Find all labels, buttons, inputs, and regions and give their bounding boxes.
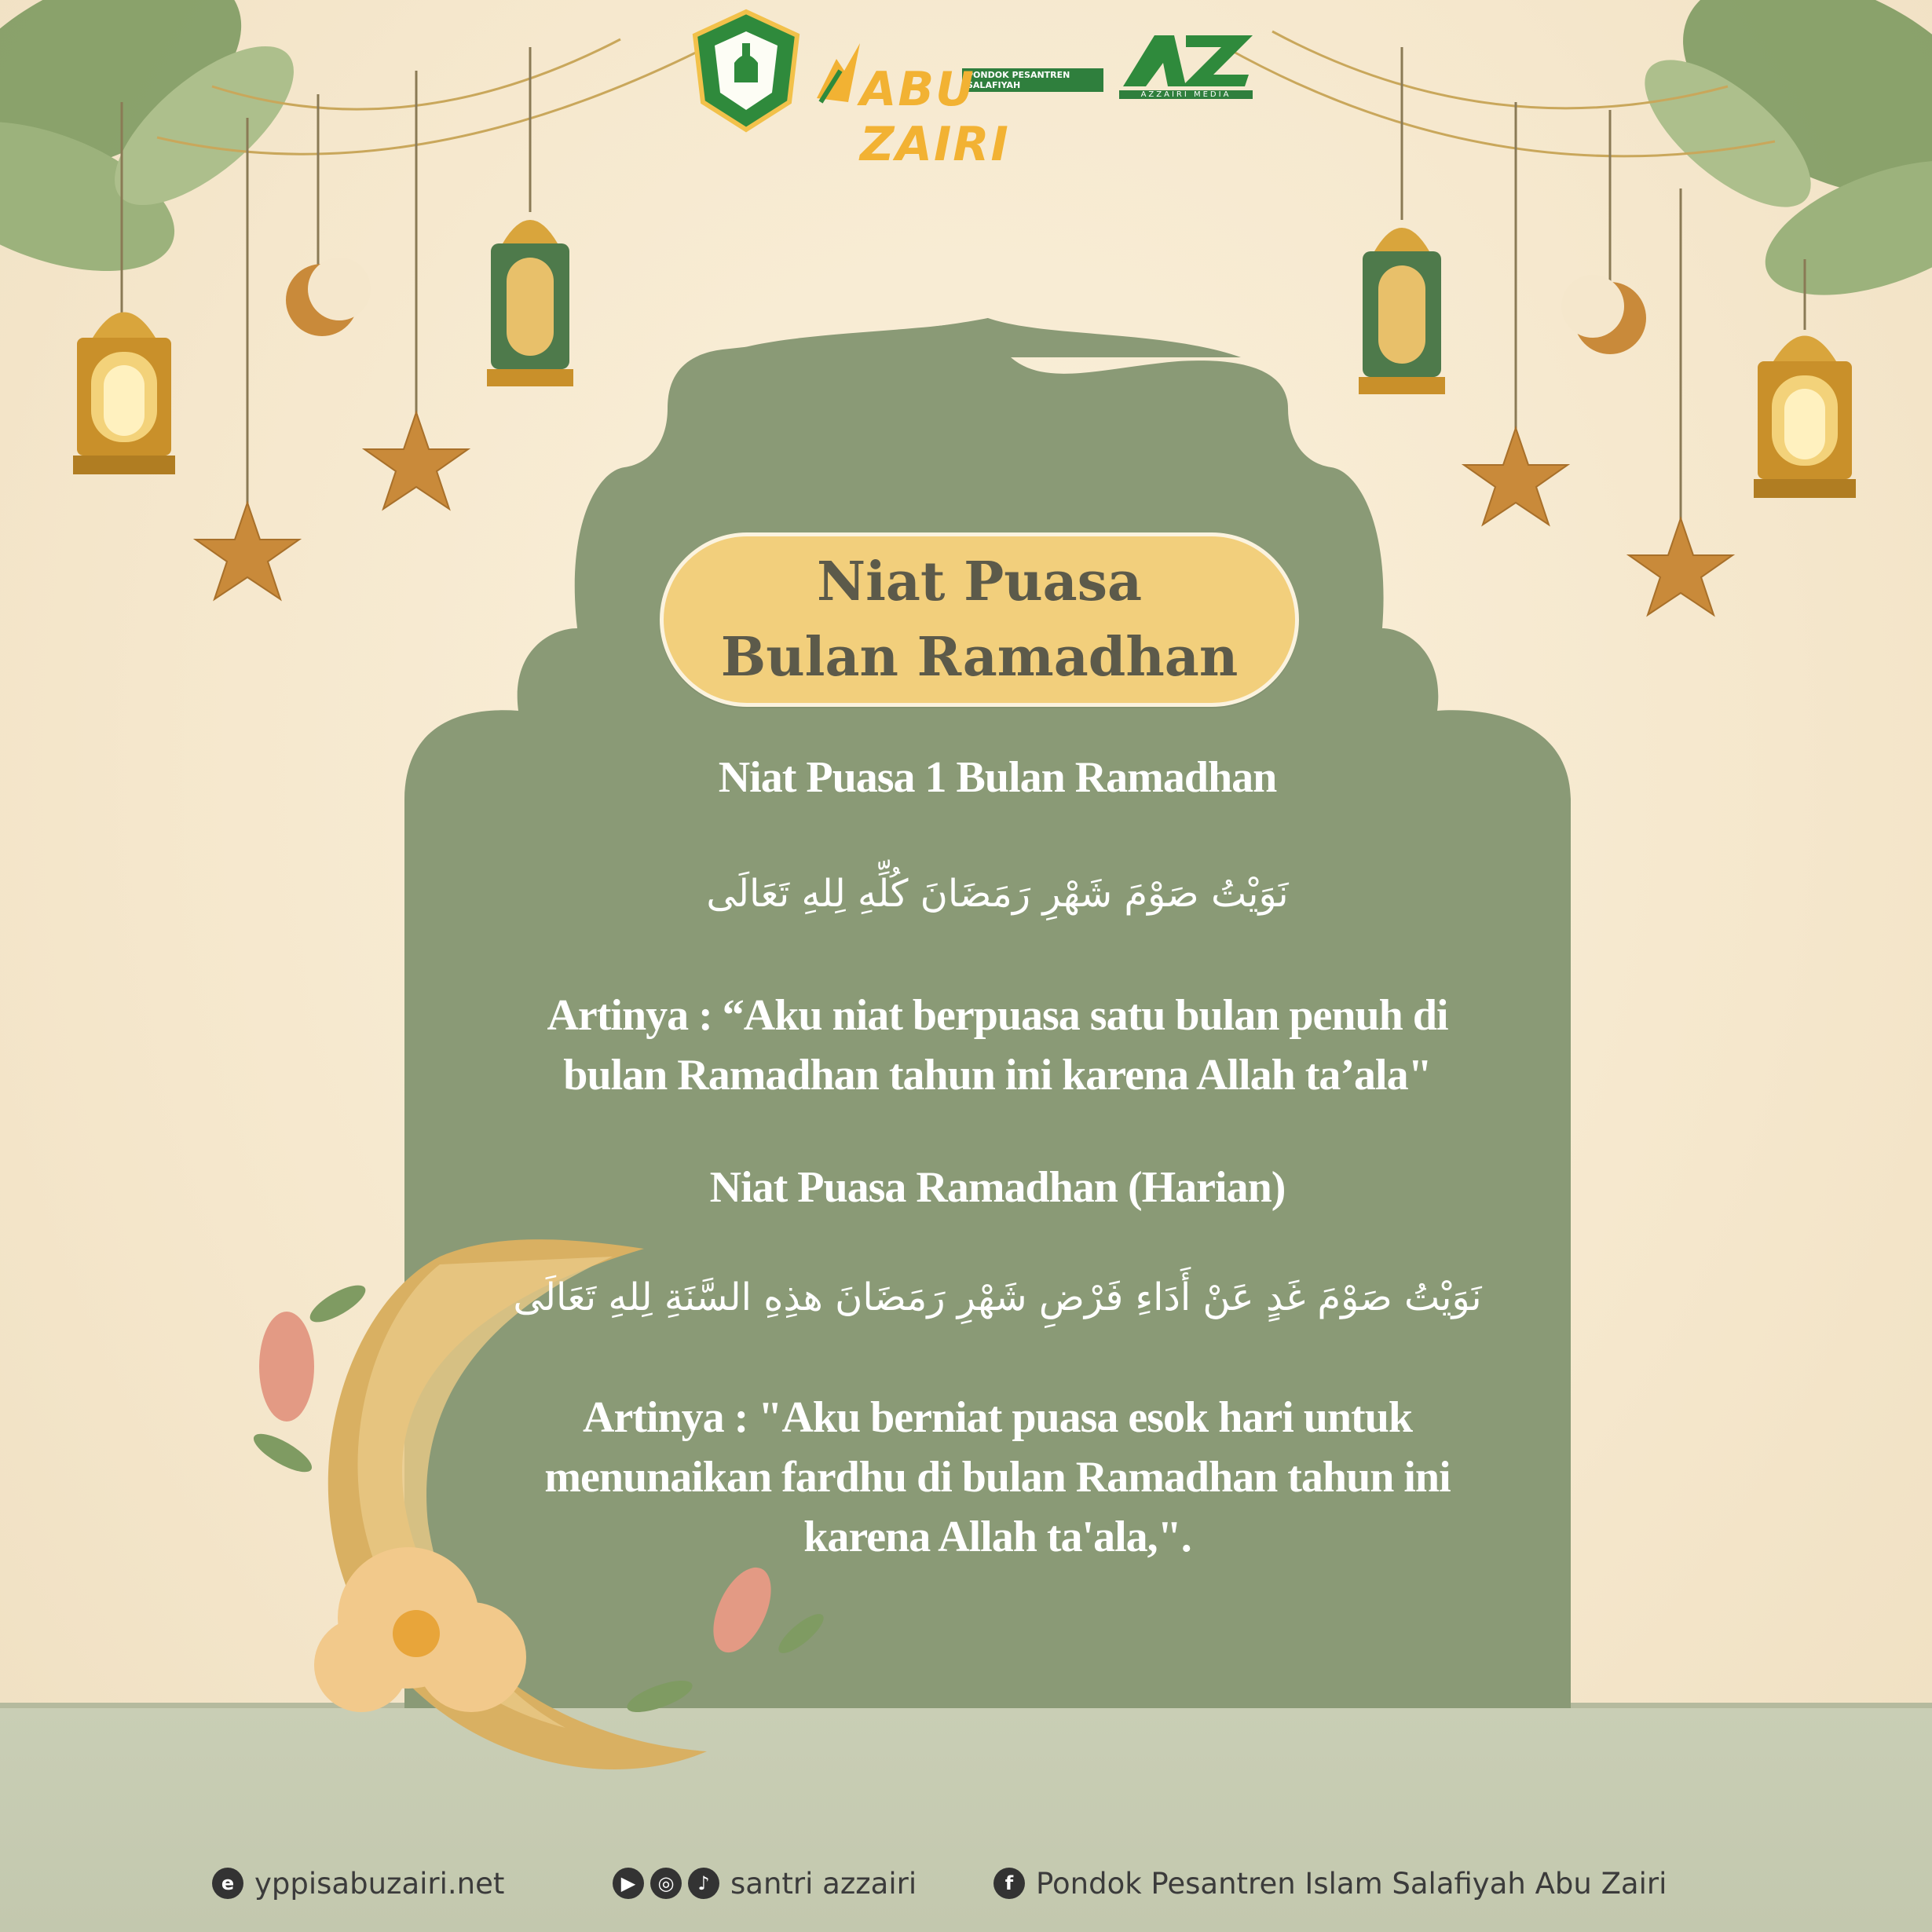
star-icon	[364, 412, 468, 509]
leaves-top-left-illustration	[0, 0, 319, 301]
star-icon	[1464, 428, 1568, 525]
pesantren-emblem-logo	[687, 8, 805, 134]
section-heading: Niat Puasa Ramadhan (Harian)	[709, 1163, 1286, 1212]
lantern-icon	[73, 313, 175, 475]
tiktok-icon: ♪	[688, 1868, 719, 1899]
brand-tagline: PONDOK PESANTREN SALAFIYAH	[962, 68, 1103, 92]
title-line-2: Bulan Ramadhan	[720, 626, 1239, 689]
leaves-top-right-illustration	[1622, 0, 1932, 323]
meaning-text-line: Artinya : “Aku niat berpuasa satu bulan penuh di	[547, 991, 1448, 1040]
niat-content	[440, 750, 1555, 1567]
footer-facebook[interactable]	[993, 1860, 1667, 1907]
azzairi-media-logo	[1111, 27, 1261, 114]
lantern-icon	[1754, 336, 1856, 499]
web-icon: e	[212, 1868, 243, 1899]
meaning-text-line: Artinya : "Aku berniat puasa esok hari untuk	[583, 1393, 1412, 1442]
meaning-text-line: menunaikan fardhu di bulan Ramadhan tahun ini	[544, 1453, 1451, 1502]
logo-bar	[687, 8, 1261, 172]
crescent-moon-icon	[286, 258, 371, 336]
crescent-moon-icon	[1561, 275, 1646, 354]
lantern-icon	[1359, 228, 1445, 394]
instagram-icon: ◎	[650, 1868, 682, 1899]
facebook-page-text[interactable]: Pondok Pesantren Islam Salafiyah Abu Zairi	[1036, 1866, 1667, 1901]
title-badge	[660, 532, 1299, 707]
media-subtitle: AZZAIRI MEDIA	[1119, 90, 1253, 99]
star-icon	[1629, 518, 1733, 615]
section-heading: Niat Puasa 1 Bulan Ramadhan	[718, 753, 1277, 802]
abu-zairi-logo	[813, 27, 1103, 172]
arabic-niat-text: نَوَيْتُ صَوْمَ غَدٍ عَنْ أَدَاءِ فَرْضِ شَهْرِ رَمَضَانَ هذِهِ السَّنَةِ لِلهِ تَعَالَى	[513, 1275, 1482, 1319]
title-line-1: Niat Puasa	[816, 551, 1143, 613]
arabic-niat-text: نَوَيْتُ صَوْمَ شَهْرِ رَمَضَانَ كُلِّهِ لِلهِ تَعَالَى	[706, 872, 1289, 916]
star-icon	[196, 503, 299, 599]
meaning-text-line: karena Allah ta'ala,".	[803, 1513, 1191, 1561]
meaning-text-line: bulan Ramadhan tahun ini karena Allah ta’ala"	[563, 1051, 1432, 1100]
footer	[0, 1860, 1932, 1907]
footer-website[interactable]	[212, 1860, 504, 1907]
footer-social[interactable]	[613, 1860, 917, 1907]
social-handle-text[interactable]: santri azzairi	[730, 1866, 917, 1901]
youtube-icon: ▶	[613, 1868, 644, 1899]
brand-name: ABU ZAIRI	[860, 62, 1010, 172]
lantern-icon	[487, 220, 573, 386]
az-mark-icon	[1111, 27, 1261, 90]
facebook-icon: f	[993, 1868, 1025, 1899]
website-text[interactable]: yppisabuzairi.net	[254, 1866, 505, 1901]
